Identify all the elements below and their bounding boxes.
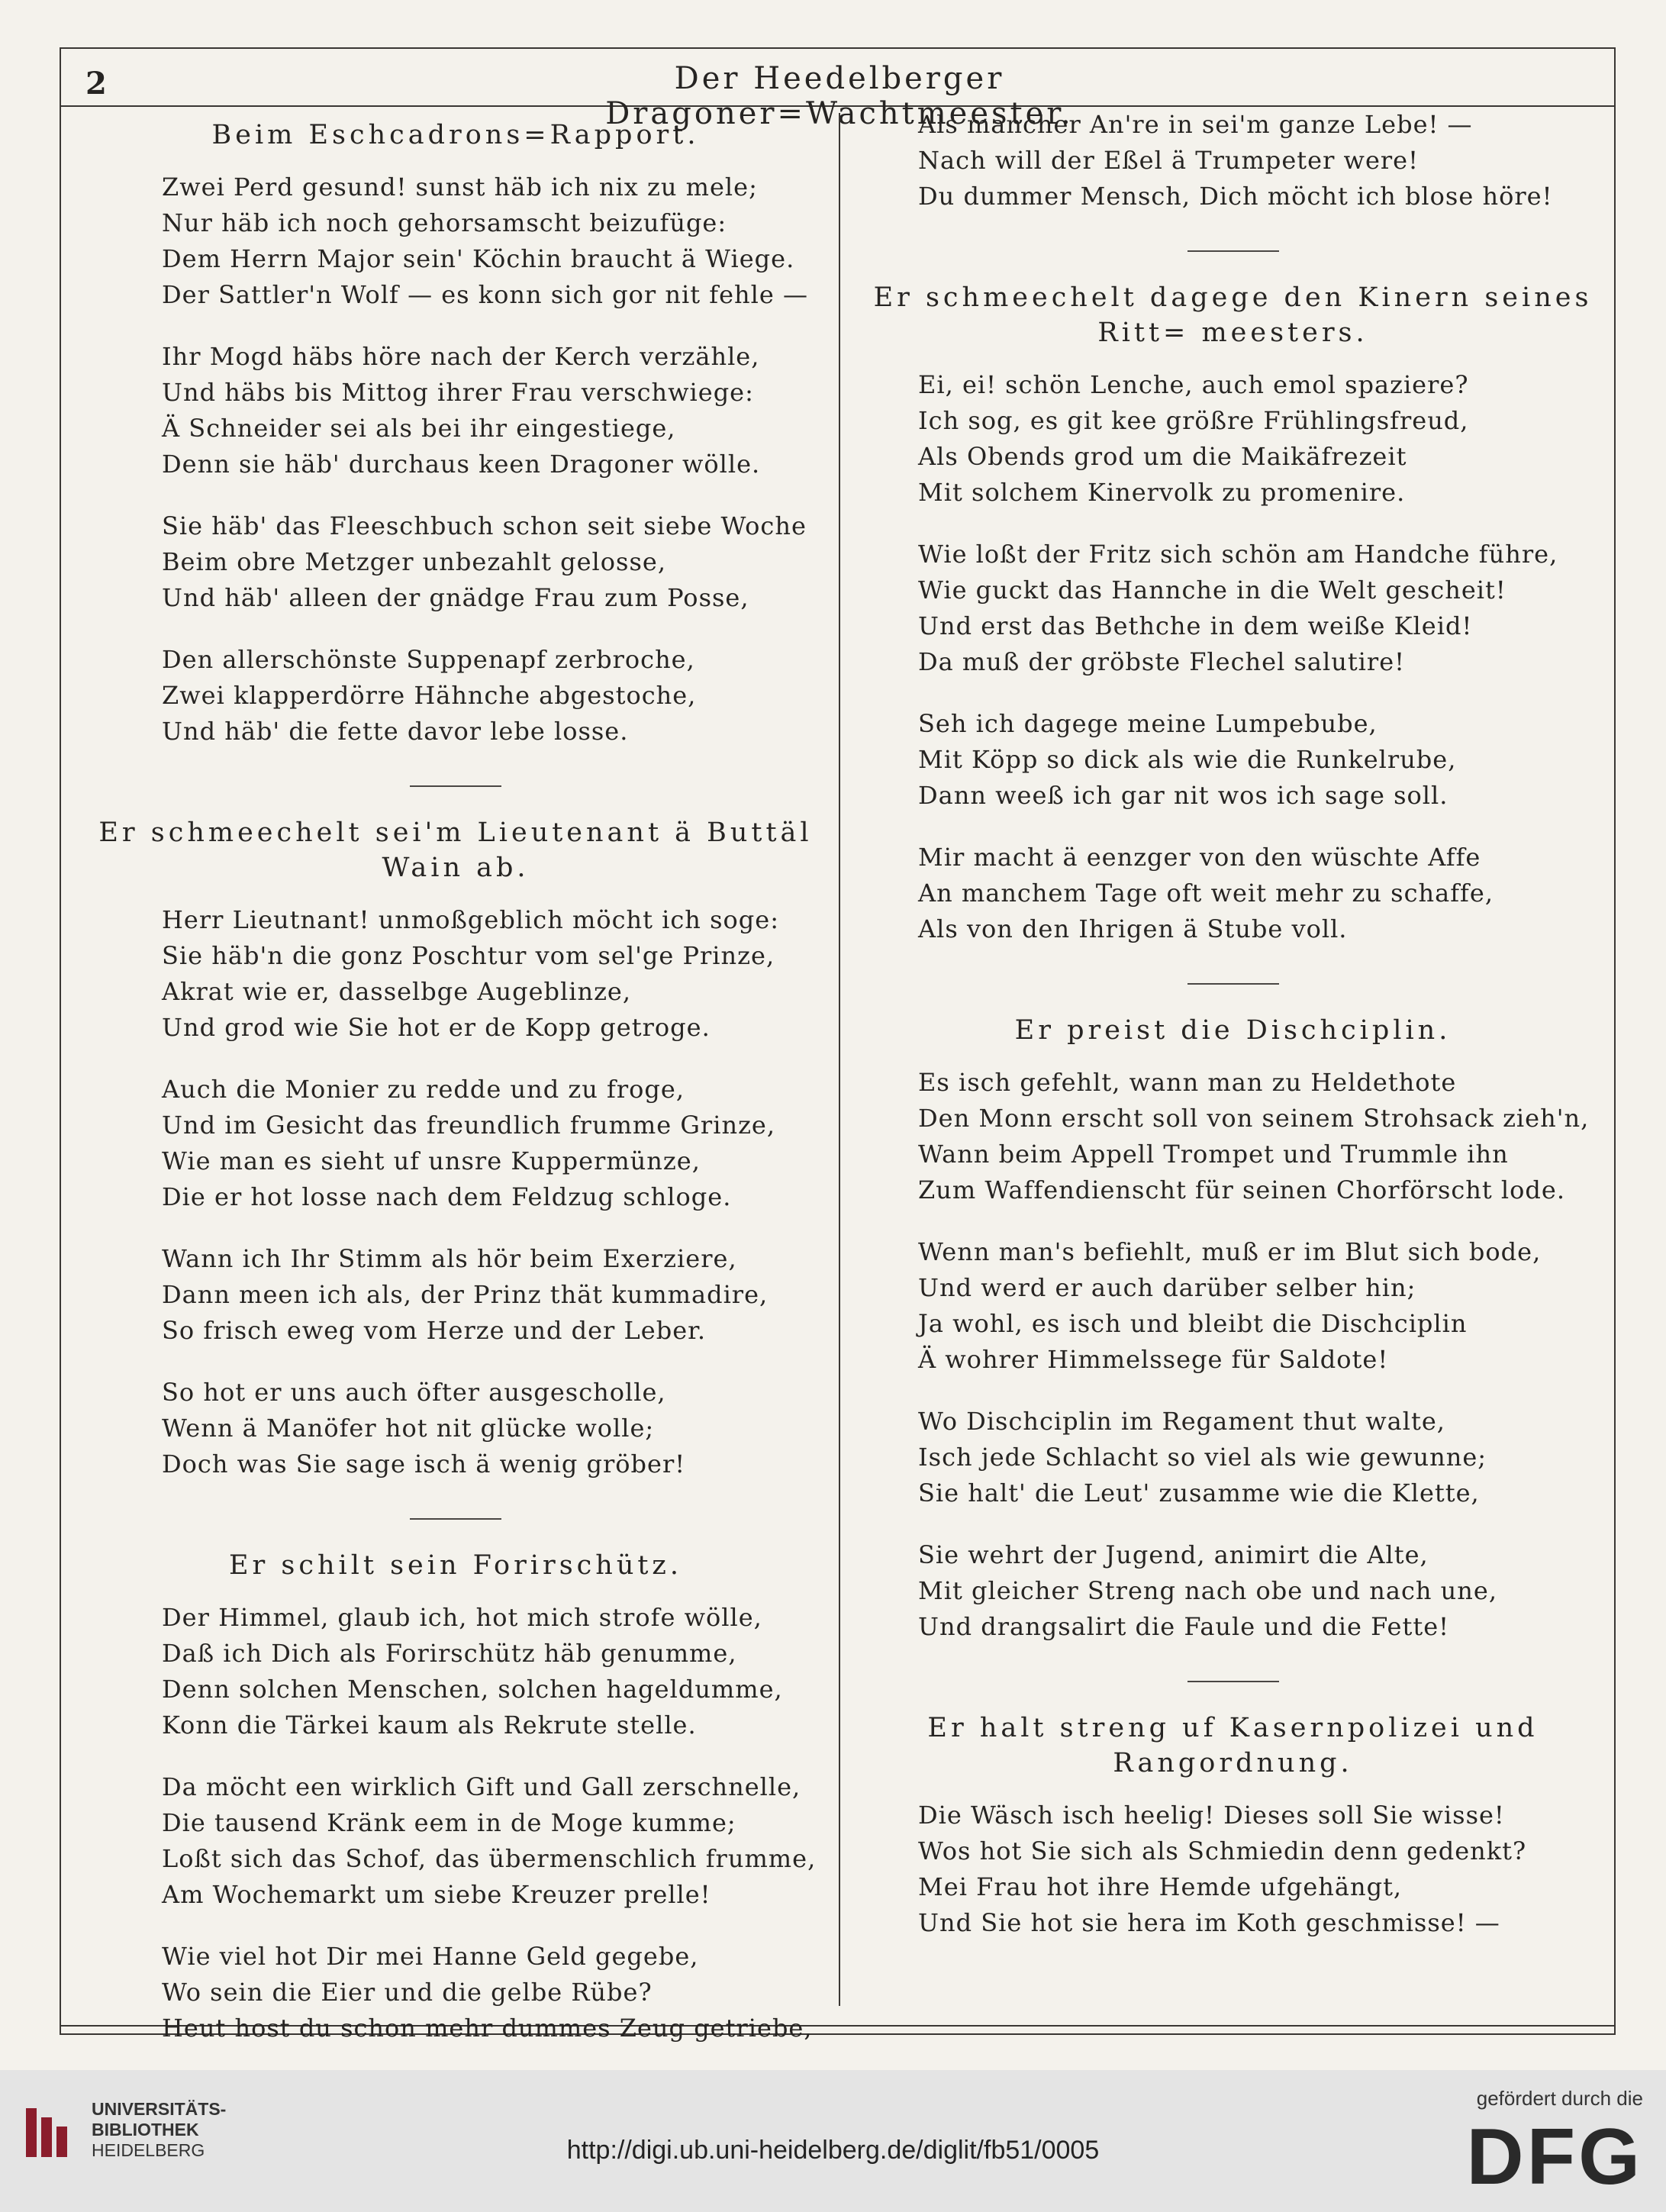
verse-line: Du dummer Mensch, Dich möcht ich blose höre! xyxy=(918,182,1553,211)
verse-line: Nach will der Eßel ä Trumpeter were! xyxy=(918,146,1419,175)
verse-line: Und grod wie Sie hot er de Kopp getroge. xyxy=(162,1013,711,1042)
verse-line: Doch was Sie sage isch ä wenig gröber! xyxy=(162,1449,686,1478)
poem-title: Er schmeechelt sei'm Lieutenant ä Buttäl Wain ab. xyxy=(98,817,813,883)
verse-line: Denn solchen Menschen, solchen hageldumme, xyxy=(162,1675,783,1704)
poem-title: Er halt streng uf Kasernpolizei und Rangordnung. xyxy=(927,1713,1539,1778)
stanza xyxy=(918,706,1605,814)
verse-line: Und im Gesicht das freundlich frumme Grinze, xyxy=(162,1111,776,1140)
verse-line: Und häb' alleen der gnädge Frau zum Posse, xyxy=(162,583,749,612)
verse-line: Mir macht ä eenzger von den wüschte Affe xyxy=(918,843,1481,872)
verse-line: So hot er uns auch öfter ausgescholle, xyxy=(162,1378,666,1407)
stanza xyxy=(918,1234,1605,1378)
verse-line: Wenn ä Manöfer hot nit glücke wolle; xyxy=(162,1414,655,1443)
verse-line: Wann ich Ihr Stimm als hör beim Exerziere, xyxy=(162,1244,737,1273)
stanza xyxy=(918,1404,1605,1511)
verse-line: Mit gleicher Streng nach obe und nach une, xyxy=(918,1576,1497,1605)
verse-line: Wann beim Appell Trompet und Trummle ihn xyxy=(918,1140,1509,1169)
institution-line: BIBLIOTHEK xyxy=(92,2120,199,2139)
left-column xyxy=(85,118,826,2072)
stanza xyxy=(162,1769,826,1913)
verse-line: Zwei klapperdörre Hähnche abgestoche, xyxy=(162,681,697,710)
verse-line: Als mancher An're in sei'm ganze Lebe! — xyxy=(918,110,1473,139)
verse-line: Und häb' die fette davor lebe losse. xyxy=(162,717,629,746)
verse-line: Die er hot losse nach dem Feldzug schloge. xyxy=(162,1182,732,1211)
verse-line: Sie wehrt der Jugend, animirt die Alte, xyxy=(918,1540,1429,1569)
verse-line: Ich sog, es git kee größre Frühlingsfreud, xyxy=(918,406,1469,435)
verse-line: Mit solchem Kinervolk zu promenire. xyxy=(918,478,1406,507)
poem-title: Beim Eschcadrons=Rapport. xyxy=(211,120,700,150)
verse-line: Loßt sich das Schof, das übermenschlich frumme, xyxy=(162,1844,817,1873)
section-ornament xyxy=(85,775,826,789)
verse-line: Und erst das Bethche in dem weiße Kleid! xyxy=(918,611,1473,640)
funded-by-label: gefördert durch die xyxy=(1476,2087,1643,2110)
verse-line: Nur häb ich noch gehorsamscht beizufüge: xyxy=(162,208,727,237)
stanza xyxy=(918,537,1605,680)
verse-line: Wie man es sieht uf unsre Kuppermünze, xyxy=(162,1146,701,1175)
verse-line: Und häbs bis Mittog ihrer Frau verschwiege: xyxy=(162,378,754,407)
verse-line: Wenn man's befiehlt, muß er im Blut sich bode, xyxy=(918,1237,1542,1266)
stanza xyxy=(162,169,826,313)
verse-line: Isch jede Schlacht so viel als wie gewunne; xyxy=(918,1443,1487,1472)
right-column xyxy=(861,107,1605,1967)
verse-line: Am Wochemarkt um siebe Kreuzer prelle! xyxy=(162,1880,711,1909)
verse-line: Und werd er auch darüber selber hin; xyxy=(918,1273,1416,1302)
verse-line: Heut host du schon mehr dummes Zeug getriebe, xyxy=(162,2014,813,2043)
stanza xyxy=(162,1375,826,1482)
verse-line: Ei, ei! schön Lenche, auch emol spaziere? xyxy=(918,370,1469,399)
page-number: 2 xyxy=(85,66,107,102)
verse-line: Wo Dischciplin im Regament thut walte, xyxy=(918,1407,1445,1436)
verse-line: Da möcht een wirklich Gift und Gall zerschnelle, xyxy=(162,1772,801,1801)
verse-line: Ja wohl, es isch und bleibt die Dischciplin xyxy=(918,1309,1468,1338)
poem-title: Er schilt sein Forirschütz. xyxy=(229,1550,682,1581)
section-ornament xyxy=(861,240,1605,254)
stanza xyxy=(162,902,826,1046)
verse-line: Sie häb'n die gonz Poschtur vom sel'ge Prinze, xyxy=(162,941,775,970)
stanza xyxy=(162,508,826,616)
verse-line: Wie viel hot Dir mei Hanne Geld gegebe, xyxy=(162,1942,699,1971)
stanza xyxy=(162,339,826,482)
dfg-logo: DFG xyxy=(1466,2113,1643,2201)
verse-line: Wie loßt der Fritz sich schön am Handche führe, xyxy=(918,540,1558,569)
section-ornament xyxy=(85,1508,826,1522)
verse-line: Wo sein die Eier und die gelbe Rübe? xyxy=(162,1978,653,2007)
verse-line: Die tausend Kränk eem in de Moge kumme; xyxy=(162,1808,736,1837)
verse-line: Den Monn erscht soll von seinem Strohsack zieh'n, xyxy=(918,1104,1590,1133)
verse-line: Zwei Perd gesund! sunst häb ich nix zu mele; xyxy=(162,173,758,202)
column-divider xyxy=(839,113,840,2006)
institution-line: HEIDELBERG xyxy=(92,2140,205,2160)
stanza xyxy=(918,840,1605,947)
institution-line: UNIVERSITÄTS- xyxy=(92,2099,227,2119)
verse-line: Dann meen ich als, der Prinz thät kummadire, xyxy=(162,1280,769,1309)
verse-line: Ä wohrer Himmelssege für Saldote! xyxy=(918,1345,1389,1374)
stanza xyxy=(918,1065,1605,1208)
verse-line: Daß ich Dich als Forirschütz häb genumme, xyxy=(162,1639,737,1668)
verse-line: Denn sie häb' durchaus keen Dragoner wölle. xyxy=(162,450,761,479)
stanza xyxy=(162,1939,826,2046)
stanza xyxy=(918,1537,1605,1645)
verse-line: Seh ich dagege meine Lumpebube, xyxy=(918,709,1378,738)
verse-line: Sie halt' die Leut' zusamme wie die Klette, xyxy=(918,1478,1480,1507)
verse-line: Der Himmel, glaub ich, hot mich strofe wölle, xyxy=(162,1603,762,1632)
stanza xyxy=(162,1241,826,1349)
verse-line: Als Obends grod um die Maikäfrezeit xyxy=(918,442,1407,471)
verse-line: Die Wäsch isch heelig! Dieses soll Sie wisse! xyxy=(918,1801,1505,1830)
source-url-link[interactable]: http://digi.ub.uni-heidelberg.de/diglit/fb51/0005 xyxy=(566,2136,1100,2165)
verse-line: So frisch eweg vom Herze und der Leber. xyxy=(162,1316,707,1345)
verse-line: Ä Schneider sei als bei ihr eingestiege, xyxy=(162,414,676,443)
verse-line: Sie häb' das Fleeschbuch schon seit siebe Woche xyxy=(162,511,807,540)
verse-line: Herr Lieutnant! unmoßgeblich möcht ich soge: xyxy=(162,905,779,934)
verse-line: Und Sie hot sie hera im Koth geschmisse! — xyxy=(918,1908,1500,1937)
verse-line: Auch die Monier zu redde und zu froge, xyxy=(162,1075,685,1104)
running-title: Der Heedelberger Dragoner=Wachtmeester. xyxy=(605,61,1074,131)
verse-line: Mit Köpp so dick als wie die Runkelrube, xyxy=(918,745,1457,774)
stanza xyxy=(162,642,826,750)
stanza xyxy=(162,1072,826,1215)
verse-line: Es isch gefehlt, wann man zu Heldethote xyxy=(918,1068,1457,1097)
verse-line: Den allerschönste Suppenapf zerbroche, xyxy=(162,645,695,674)
footer-bar xyxy=(0,2070,1666,2212)
verse-line: Zum Waffendienscht für seinen Chorförscht lode. xyxy=(918,1175,1566,1204)
section-ornament xyxy=(861,1671,1605,1685)
stanza xyxy=(918,1798,1605,1941)
stanza xyxy=(162,1600,826,1743)
verse-line: Da muß der gröbste Flechel salutire! xyxy=(918,647,1405,676)
verse-line: Und drangsalirt die Faule und die Fette! xyxy=(918,1612,1449,1641)
verse-line: An manchem Tage oft weit mehr zu schaffe, xyxy=(918,879,1494,908)
section-ornament xyxy=(861,973,1605,987)
verse-line: Wie guckt das Hannche in die Welt gescheit! xyxy=(918,576,1506,605)
verse-line: Konn die Tärkei kaum als Rekrute stelle. xyxy=(162,1711,697,1740)
verse-line: Als von den Ihrigen ä Stube voll. xyxy=(918,914,1348,943)
verse-line: Wos hot Sie sich als Schmiedin denn gedenkt? xyxy=(918,1836,1527,1865)
verse-line: Mei Frau hot ihre Hemde ufgehängt, xyxy=(918,1872,1403,1901)
poem-title: Er preist die Dischciplin. xyxy=(1014,1015,1452,1046)
verse-line: Dem Herrn Major sein' Köchin braucht ä Wiege. xyxy=(162,244,795,273)
verse-line: Ihr Mogd häbs höre nach der Kerch verzähle, xyxy=(162,342,760,371)
verse-line: Akrat wie er, dasselbge Augeblinze, xyxy=(162,977,632,1006)
stanza xyxy=(918,367,1605,511)
verse-line: Dann weeß ich gar nit wos ich sage soll. xyxy=(918,781,1448,810)
verse-line: Der Sattler'n Wolf — es konn sich gor nit fehle — xyxy=(162,280,808,309)
poem-title: Er schmeechelt dagege den Kinern seines Ritt= meesters. xyxy=(873,282,1593,348)
stanza xyxy=(918,107,1605,214)
verse-line: Beim obre Metzger unbezahlt gelosse, xyxy=(162,547,666,576)
